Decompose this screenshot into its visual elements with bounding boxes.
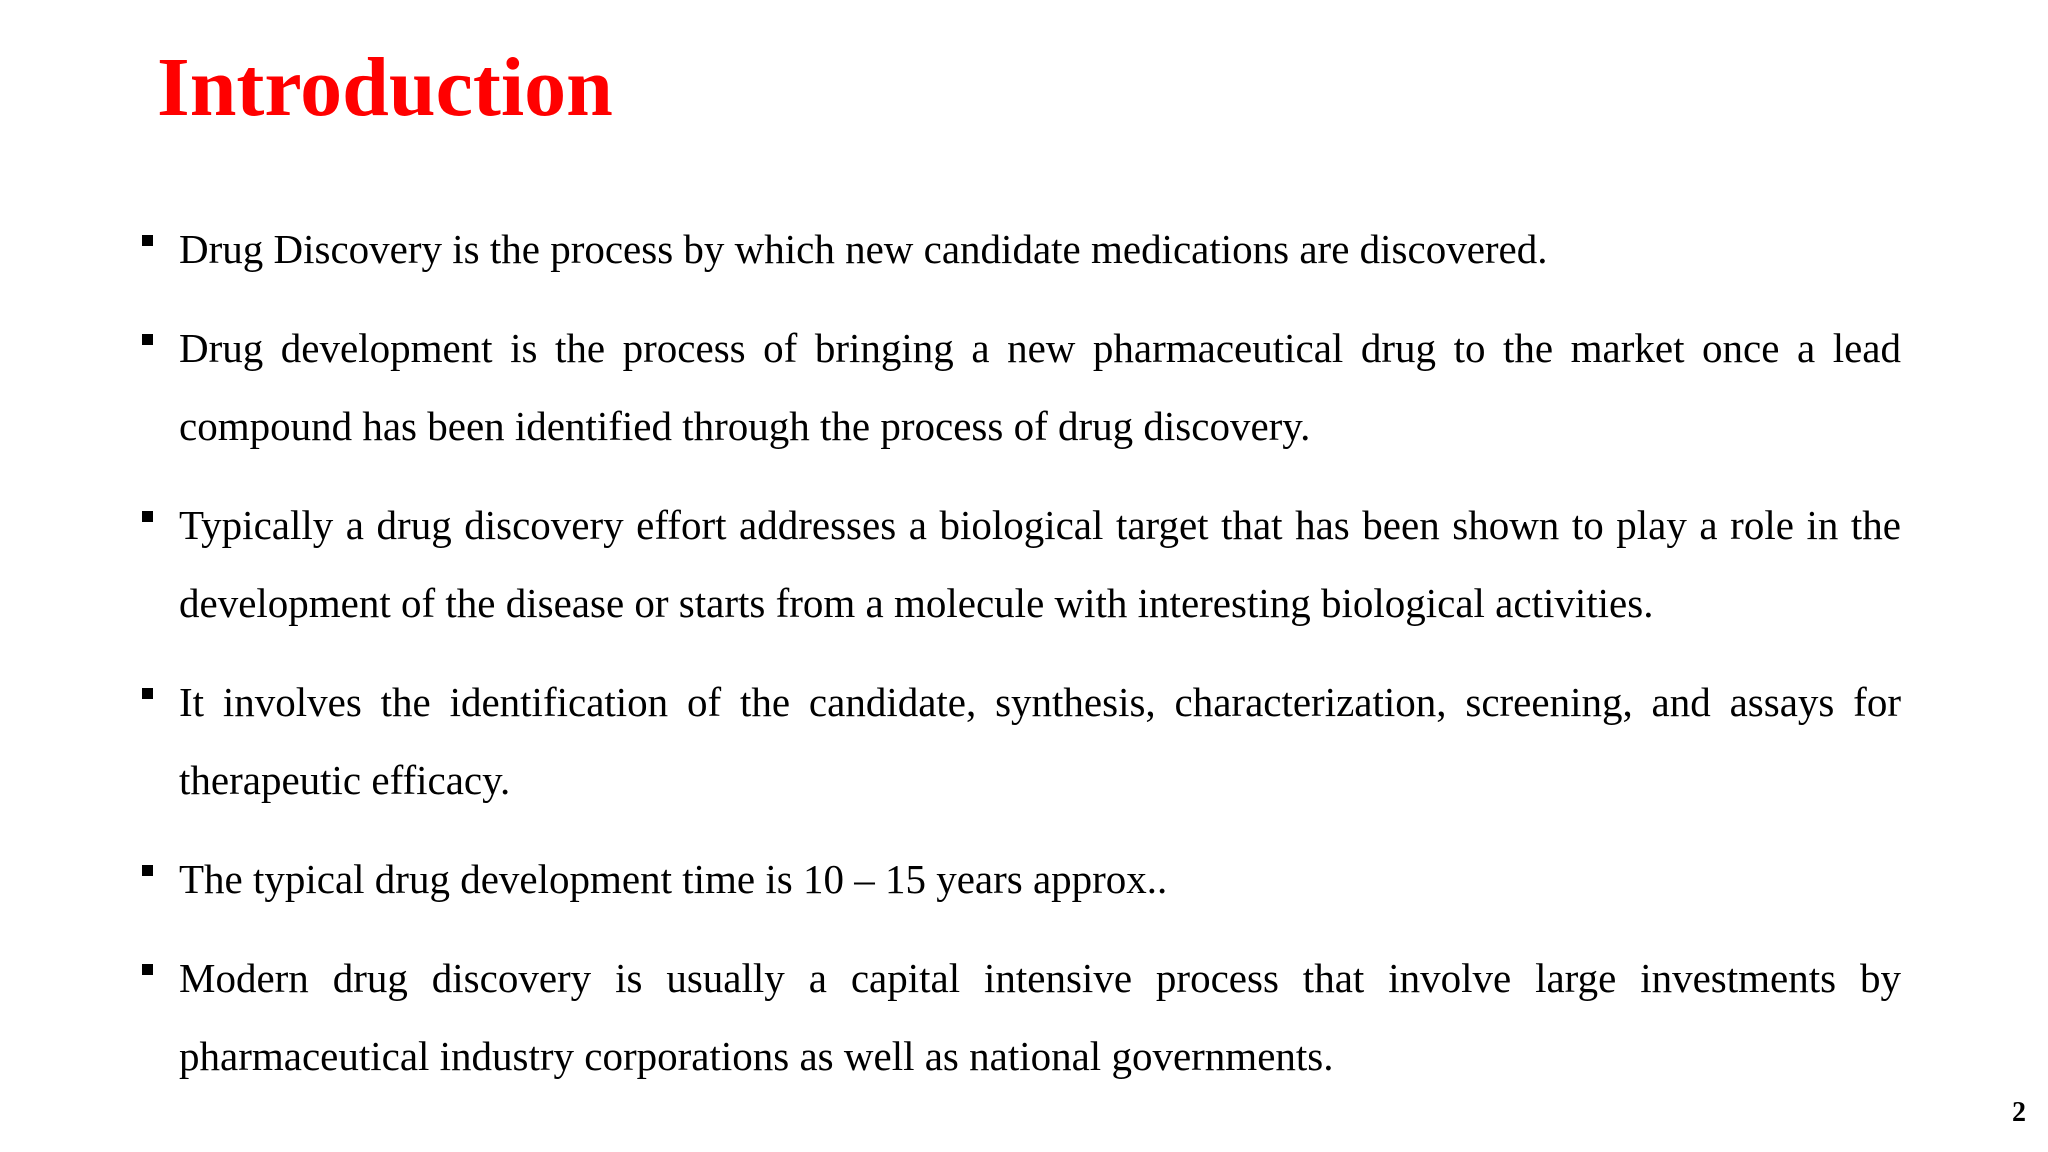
bullet-text: Typically a drug discovery effort addresses a biological target that has been shown to play a role in the development of the disease or starts from a molecule with interesting biological activities. (179, 502, 1901, 626)
slide-title: Introduction (157, 41, 613, 134)
bullet-text: Drug Discovery is the process by which new candidate medications are discovered. (179, 226, 1548, 272)
square-bullet-icon (142, 235, 153, 246)
page-number: 2 (2012, 1097, 2026, 1128)
bullet-text: Drug development is the process of bringing a new pharmaceutical drug to the market once a lead compound has been identified through the process of drug discovery. (179, 325, 1901, 449)
square-bullet-icon (142, 334, 153, 345)
square-bullet-icon (142, 865, 153, 876)
square-bullet-icon (142, 688, 153, 699)
bullet-text: It involves the identification of the candidate, synthesis, characterization, screening, and assays for therapeutic efficacy. (179, 679, 1901, 803)
square-bullet-icon (142, 964, 153, 975)
bullet-text: Modern drug discovery is usually a capital intensive process that involve large investments by pharmaceutical industry corporations as well as national governments. (179, 955, 1901, 1079)
square-bullet-icon (142, 511, 153, 522)
bullet-text: The typical drug development time is 10 – 15 years approx.. (179, 856, 1168, 902)
